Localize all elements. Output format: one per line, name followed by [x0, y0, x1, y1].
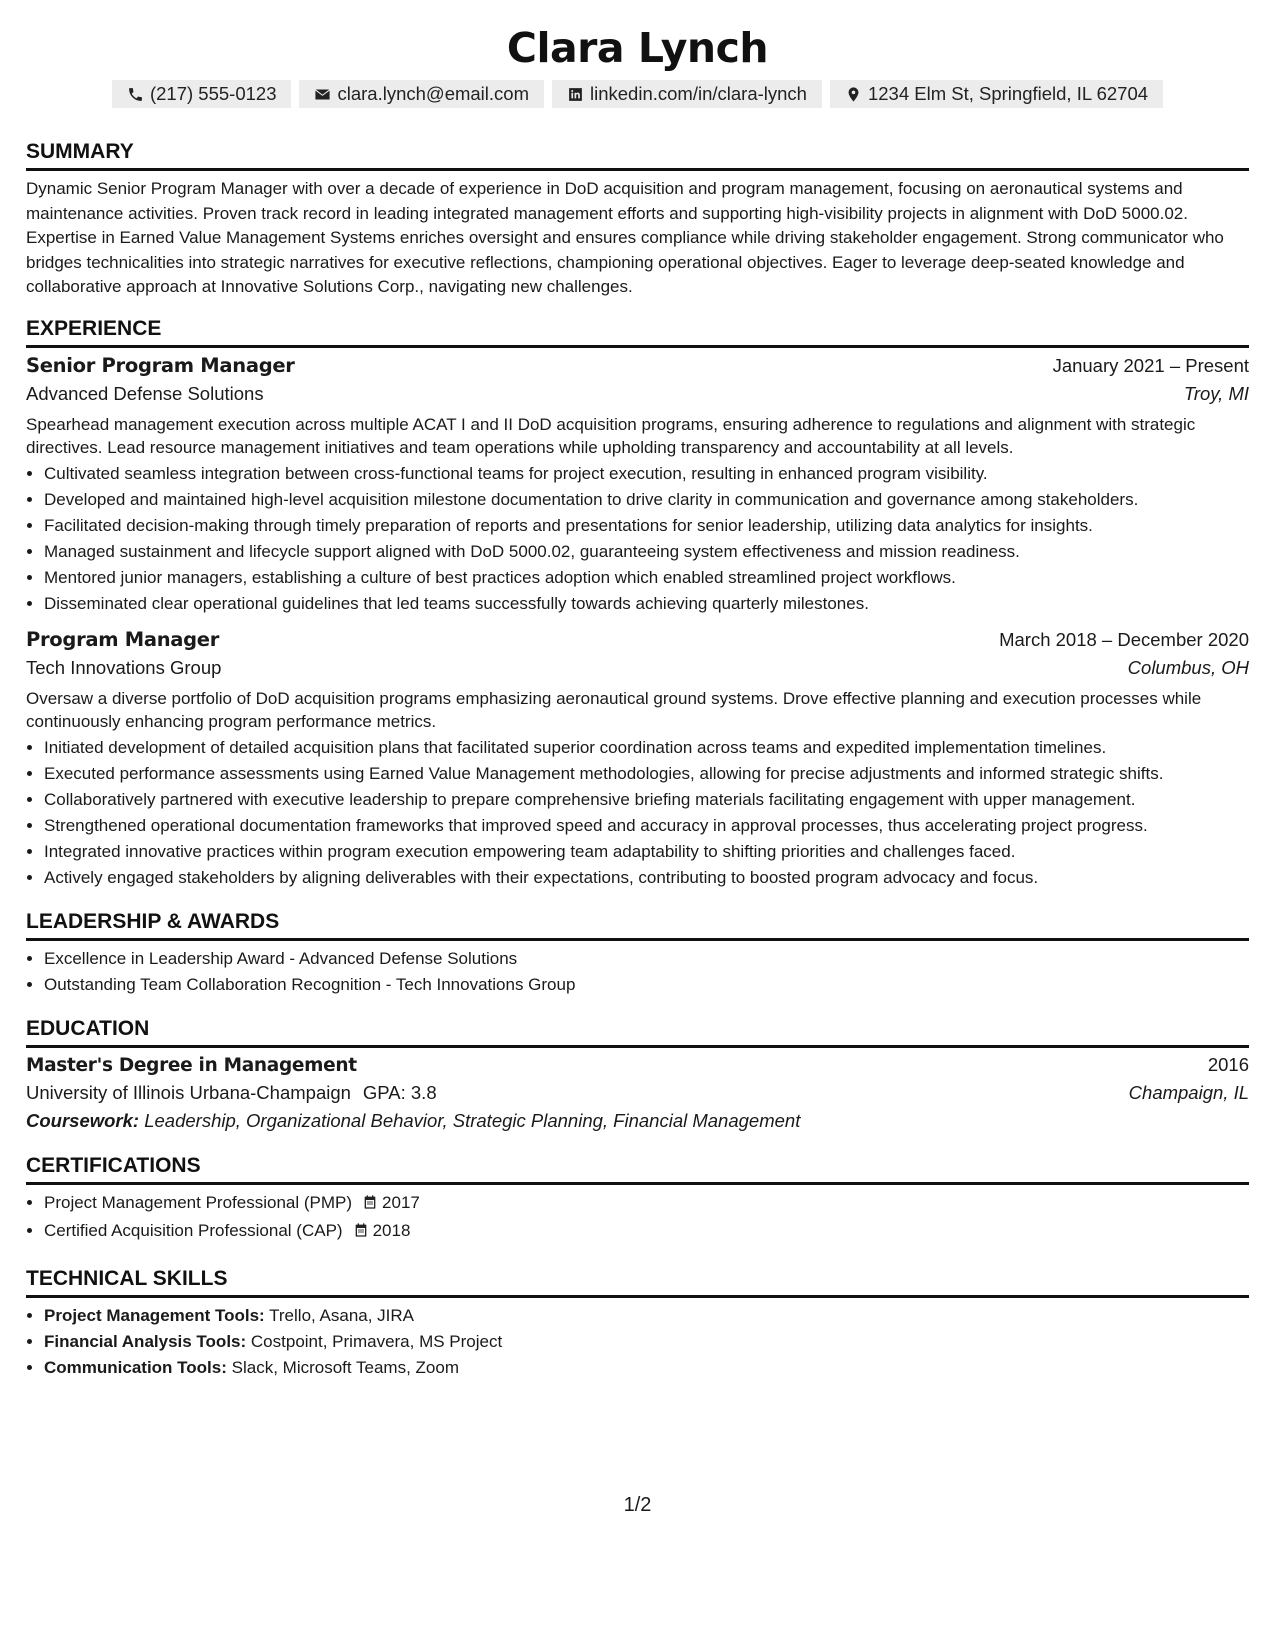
job-description: Spearhead management execution across multiple ACAT I and II DoD acquisition programs, ensuring adherence to regulations and alignment with strategic directives. Lead resource management initiatives and team operations while upholding transparency and accountability at all levels. [26, 414, 1196, 457]
list-item: • Cultivated seamless integration between cross-functional teams for project execution, resulting in enhanced program visibility. [44, 462, 1249, 486]
contact-email[interactable] [299, 80, 544, 108]
cert-year: 2017 [382, 1192, 420, 1212]
job-entry [26, 354, 1249, 616]
list-item [44, 1191, 1249, 1217]
skill-value: Costpoint, Primavera, MS Project [250, 1331, 503, 1351]
summary-section [26, 140, 1249, 300]
coursework-label: Coursework: [26, 1109, 140, 1131]
degree-year: 2016 [1207, 1053, 1249, 1075]
job-dates: January 2021 – Present [1052, 354, 1249, 376]
skills-section [26, 1267, 1249, 1380]
leadership-section [26, 910, 1249, 997]
list-item [44, 1356, 1249, 1380]
job-bullets [26, 736, 1249, 890]
list-item: • Facilitated decision-making through timely preparation of reports and presentations for senior leadership, utilizing data analytics for insights. [44, 514, 1249, 538]
linkedin-icon [567, 86, 584, 103]
education-heading: EDUCATION [26, 1017, 1249, 1048]
page-number: 1/2 [623, 1494, 652, 1516]
education-section [26, 1017, 1249, 1132]
skills-list [26, 1304, 1249, 1380]
leadership-list [26, 947, 1249, 997]
school-name: University of Illinois Urbana-Champaign [26, 1081, 351, 1103]
list-item: • Excellence in Leadership Award - Advanced Defense Solutions [44, 947, 1249, 971]
list-item: • Strengthened operational documentation frameworks that improved speed and accuracy in approval processes, thus accelerating project progress. [44, 814, 1249, 838]
calendar-icon [353, 1221, 369, 1245]
certifications-list [26, 1191, 1249, 1245]
resume-page [26, 22, 1249, 1380]
contact-linkedin-text: linkedin.com/in/clara-lynch [590, 83, 807, 104]
experience-heading: EXPERIENCE [26, 317, 1249, 348]
job-company: Advanced Defense Solutions [26, 382, 264, 404]
job-bullets [26, 462, 1249, 616]
summary-heading: SUMMARY [26, 140, 1249, 171]
candidate-name: Clara Lynch [506, 24, 769, 72]
job-company: Tech Innovations Group [26, 656, 222, 678]
summary-text: Dynamic Senior Program Manager with over a decade of experience in DoD acquisition and program management, focusing on aeronautical systems and maintenance activities. Proven track record in leading integrated management efforts and supporting high-visibility projects in alignment with DoD 5000.02. Expertise in Earned Value Management Systems enriches oversight and ensures compliance while driving stakeholder engagement. Strong communicator who bridges technicalities into strategic narratives for executive reflections, championing operational objectives. Eager to leverage deep-seated knowledge and collaborative approach at Innovative Solutions Corp., navigating new challenges. [26, 179, 1224, 296]
list-item [44, 1330, 1249, 1354]
contact-linkedin[interactable] [552, 80, 822, 108]
list-item: • Managed sustainment and lifecycle support aligned with DoD 5000.02, guaranteeing system effectiveness and mission readiness. [44, 540, 1249, 564]
contact-bar [26, 80, 1249, 108]
contact-phone [112, 80, 292, 108]
job-location: Troy, MI [1183, 382, 1249, 404]
skill-value: Trello, Asana, JIRA [269, 1305, 415, 1325]
envelope-icon [314, 86, 331, 103]
skills-heading: TECHNICAL SKILLS [26, 1267, 1249, 1298]
job-entry [26, 628, 1249, 890]
job-title: Program Manager [26, 627, 220, 651]
skill-label: Communication Tools: [44, 1357, 227, 1377]
list-item: • Developed and maintained high-level acquisition milestone documentation to drive clarity in communication and governance among stakeholders. [44, 488, 1249, 512]
list-item [44, 1304, 1249, 1328]
skill-label: Project Management Tools: [44, 1305, 265, 1325]
map-pin-icon [845, 86, 862, 103]
list-item: • Mentored junior managers, establishing a culture of best practices adoption which enabled streamlined project workflows. [44, 566, 1249, 590]
cert-name: Certified Acquisition Professional (CAP) [44, 1220, 343, 1240]
contact-phone-text: (217) 555-0123 [149, 83, 277, 104]
contact-address [830, 80, 1163, 108]
skill-value: Slack, Microsoft Teams, Zoom [231, 1357, 459, 1377]
list-item: • Collaboratively partnered with executive leadership to prepare comprehensive briefing materials facilitating engagement with upper management. [44, 788, 1249, 812]
certifications-heading: CERTIFICATIONS [26, 1154, 1249, 1185]
coursework [26, 1110, 1249, 1132]
list-item: • Executed performance assessments using Earned Value Management methodologies, allowing for precise adjustments and informed strategic shifts. [44, 762, 1249, 786]
list-item: • Actively engaged stakeholders by aligning deliverables with their expectations, contributing to boosted program advocacy and focus. [44, 866, 1249, 890]
school-location: Champaign, IL [1128, 1081, 1249, 1103]
gpa: GPA: 3.8 [362, 1081, 437, 1103]
degree-title: Master's Degree in Management [26, 1054, 357, 1076]
experience-section [26, 317, 1249, 890]
list-item: • Integrated innovative practices within program execution empowering team adaptability to shifting priorities and challenges faced. [44, 840, 1249, 864]
contact-address-text: 1234 Elm St, Springfield, IL 62704 [867, 83, 1149, 104]
job-dates: March 2018 – December 2020 [999, 628, 1249, 650]
cert-name: Project Management Professional (PMP) [44, 1192, 353, 1212]
phone-icon [127, 86, 144, 103]
job-description: Oversaw a diverse portfolio of DoD acquisition programs emphasizing aeronautical ground systems. Drove effective planning and execution processes while continuously enhancing program performance metrics. [26, 688, 1202, 731]
skill-label: Financial Analysis Tools: [44, 1331, 247, 1351]
leadership-heading: LEADERSHIP & AWARDS [26, 910, 1249, 941]
list-item: • Outstanding Team Collaboration Recognition - Tech Innovations Group [44, 973, 1249, 997]
job-title: Senior Program Manager [26, 353, 295, 377]
list-item: • Initiated development of detailed acquisition plans that facilitated superior coordination across teams and expedited implementation timelines. [44, 736, 1249, 760]
coursework-list: Leadership, Organizational Behavior, Strategic Planning, Financial Management [144, 1109, 801, 1131]
contact-email-text: clara.lynch@email.com [337, 83, 529, 104]
job-location: Columbus, OH [1127, 656, 1249, 678]
list-item [44, 1219, 1249, 1245]
calendar-icon [362, 1193, 378, 1217]
certifications-section [26, 1154, 1249, 1245]
list-item: • Disseminated clear operational guidelines that led teams successfully towards achieving quarterly milestones. [44, 592, 1249, 616]
cert-year: 2018 [372, 1220, 411, 1240]
